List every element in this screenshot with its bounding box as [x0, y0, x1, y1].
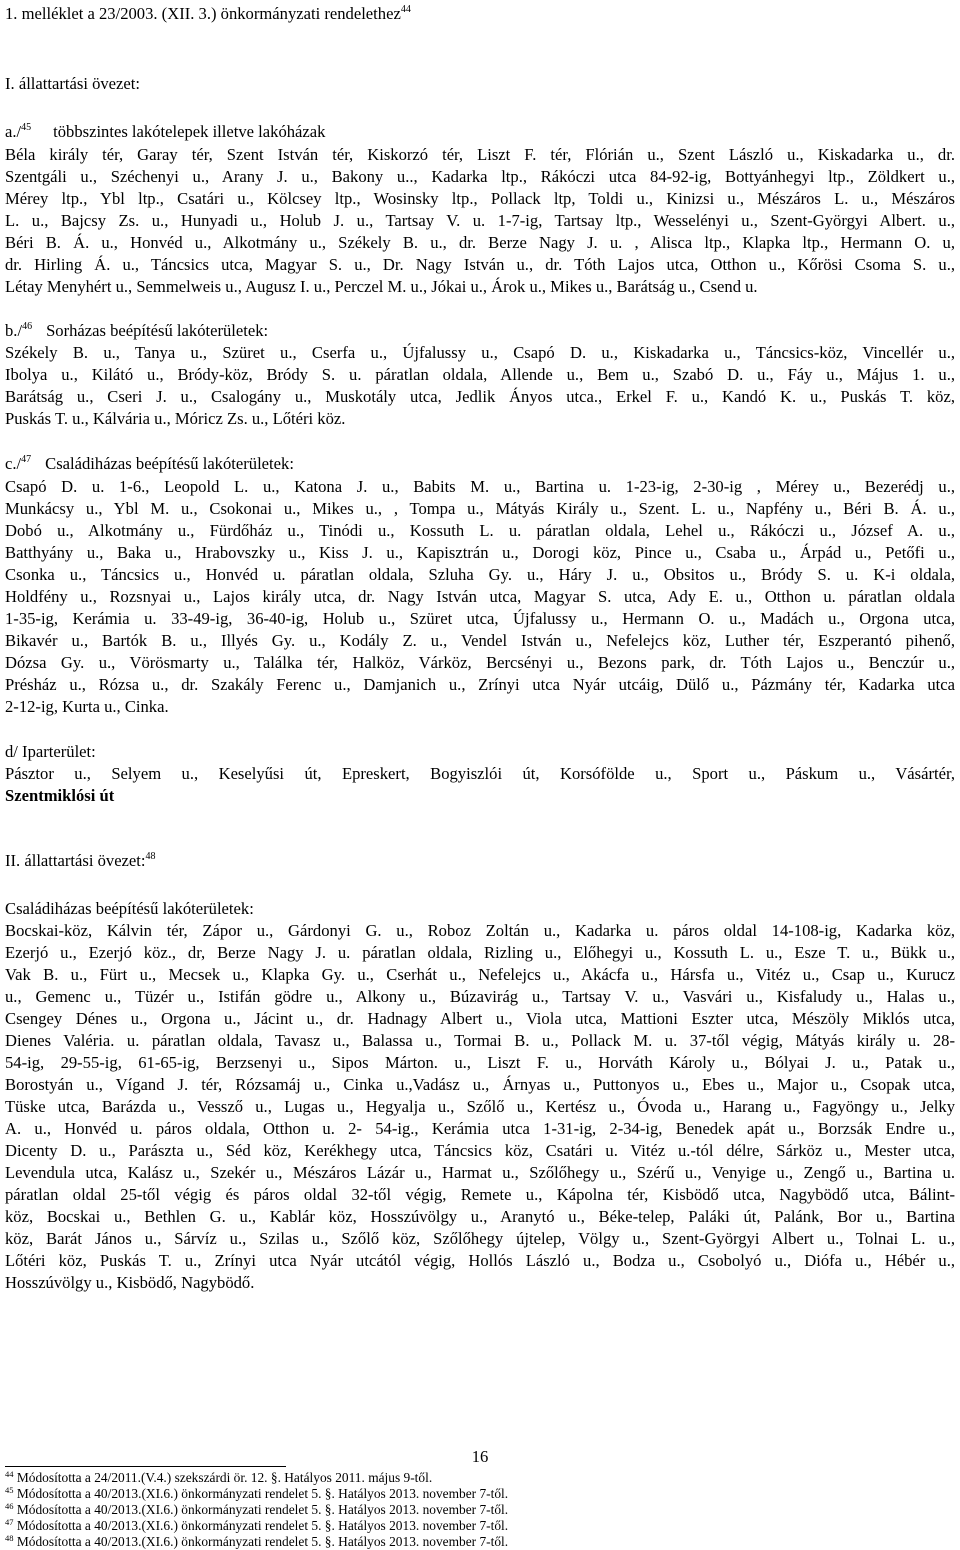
section-b-label: b./	[5, 321, 23, 340]
zone2-line: páratlan oldal 25-től végig és páros oldal 32-től végig, Remete u., Kápolna tér, Kisbödő utca, Nagybödő utca, Bálint-	[5, 1185, 955, 1204]
footnote-divider	[5, 1466, 286, 1467]
zone2-line: A. u., Honvéd u. páros oldala, Otthon u. 2- 54-ig., Kerámia utca 1-31-ig, 2-34-ig, Benedek apát u., Borzsák Endre u.,	[5, 1119, 955, 1138]
zone2-line: Ezerjó u., Ezerjó köz., dr, Berze Nagy J. u. páratlan oldala, Rizling u., Előhegyi u., Kossuth L. u., Esze T. u., Bükk u.,	[5, 943, 955, 962]
zone2-title: Családiházas beépítésű lakóterületek:	[5, 899, 254, 918]
section-d-line-bold: Szentmiklósi út	[5, 786, 115, 805]
section-c-line: Dobó u., Alkotmány u., Fürdőház u., Tinódi u., Kossuth L. u. páratlan oldala, Lehel u., Rákóczi u., József A. u.,	[5, 521, 955, 540]
footnote-ref-47: 47	[21, 454, 32, 465]
section-d-heading: d/ Iparterület:	[5, 742, 96, 761]
zone2-line: Dicenty D. u., Parászta u., Séd köz, Kerékhegy utca, Táncsics köz, Csatári u. Vitéz u.-tól délre, Sárköz u., Mester utca,	[5, 1141, 955, 1160]
zone2-line: Tüske utca, Barázda u., Vessző u., Lugas u., Hegyalja u., Szőlő u., Kertész u., Óvoda u., Harang u., Fagyöngy u., Jelky	[5, 1097, 955, 1116]
footnote-text: Módosította a 40/2013.(XI.6.) önkormányzati rendelet 5. §. Hatályos 2013. november 7-től.	[16, 1534, 509, 1549]
footnote-ref-44: 44	[400, 4, 411, 15]
footnote-text: Módosította a 24/2011.(V.4.) szekszárdi ör. 12. §. Hatályos 2011. május 9-től.	[16, 1470, 433, 1485]
footnote	[5, 1470, 432, 1486]
section-c-line: 1-35-ig, Kerámia u. 33-49-ig, 36-40-ig, Holub u., Szüret utca, Újfalussy u., Hermann O. u., Madách u., Orgona utca,	[5, 609, 955, 628]
section-b-line: Ibolya u., Kilátó u., Bródy-köz, Bródy S. u. páratlan oldala, Allende u., Bem u., Szabó D. u., Fáy u., Május 1. u.,	[5, 365, 955, 384]
section-a-line: L. u., Bajcsy Zs. u., Hunyadi u., Holub J. u., Tartsay V. u. 1-7-ig, Tartsay ltp., Wesselényi u., Szent-Györgyi Albert. u.,	[5, 211, 955, 230]
zone2-line: Borostyán u., Vígand J. tér, Rózsamáj u., Cinka u.,Vadász u., Árnyas u., Puttonyos u., Ebes u., Major u., Csopak utca,	[5, 1075, 955, 1094]
section-b-title: Sorházas beépítésű lakóterületek:	[46, 321, 269, 340]
section-c-line: 2-12-ig, Kurta u., Cinka.	[5, 697, 169, 716]
section-c-line: Holdfény u., Rozsnyai u., Lajos király utca, dr. Nagy István utca, Magyar S. utca, Ady E. u., Otthon u. páratlan oldala	[5, 587, 955, 606]
zone2-line: köz, Bocskai u., Bethlen G. u., Kablár köz, Hosszúvölgy u., Aranytó u., Béke-telep, Paláki út, Palánk, Bor u., Bartina	[5, 1207, 955, 1226]
section-a-line: Béri B. Á. u., Honvéd u., Alkotmány u., Székely B. u., dr. Berze Nagy J. u. , Alisca ltp., Klapka ltp., Hermann O. u,	[5, 233, 955, 252]
footnote-text: Módosította a 40/2013.(XI.6.) önkormányzati rendelet 5. §. Hatályos 2013. november 7-től.	[16, 1486, 509, 1501]
footnote-number: 45	[5, 1485, 14, 1495]
zone2-line: köz, Barát János u., Sárvíz u., Szilas u., Szőlő köz, Szőlőhegy újtelep, Völgy u., Szent-Györgyi Albert u., Tolnai L. u.,	[5, 1229, 955, 1248]
section-b-line: Puskás T. u., Kálvária u., Móricz Zs. u., Lőtéri köz.	[5, 409, 346, 428]
footnote-ref-46: 46	[22, 321, 33, 332]
section-c-line: Bikavér u., Bartók B. u., Illyés Gy. u., Kodály Z. u., Vendel István u., Nefelejcs köz, Luther tér, Eszperantó pihenő,	[5, 631, 955, 650]
page-number: 16	[471, 1447, 489, 1466]
footnote-text: Módosította a 40/2013.(XI.6.) önkormányzati rendelet 5. §. Hatályos 2013. november 7-től.	[16, 1518, 509, 1533]
zone2-line: Bocskai-köz, Kálvin tér, Zápor u., Gárdonyi G. u., Roboz Zoltán u., Kadarka u. páros oldal 14-108-ig, Kadarka köz,	[5, 921, 955, 940]
zone2-line: Levendula utca, Kalász u., Szekér u., Mészáros Lázár u., Harmat u., Szőlőhegy u., Szérű u., Venyige u., Zengő u., Bartina u.	[5, 1163, 955, 1182]
section-c-line: Présház u., Rózsa u., dr. Szakály Ferenc u., Damjanich u., Zrínyi utca Nyár utcáig, Dülő u., Pázmány tér, Kadarka utca	[5, 675, 955, 694]
section-b-line: Székely B. u., Tanya u., Szüret u., Cserfa u., Újfalussy u., Csapó D. u., Kiskadarka u., Táncsics-köz, Vincellér u.,	[5, 343, 955, 362]
footnote-number: 46	[5, 1501, 14, 1511]
zone2-line: Vak B. u., Fürt u., Mecsek u., Klapka Gy. u., Cserhát u., Nefelejcs u., Akácfa u., Hársfa u., Vitéz u., Csap u., Kurucz	[5, 965, 955, 984]
section-b-heading	[5, 321, 268, 341]
zone2-line: Csengey Dénes u., Orgona u., Jácint u., dr. Hadnagy Albert u., Viola utca, Mattioni Eszter utca, Mészöly Miklós utca,	[5, 1009, 955, 1028]
section-a-line: Béla király tér, Garay tér, Szent István tér, Kiskorzó tér, Liszt F. tér, Flórián u., Szent László u., Kiskadarka u., dr.	[5, 145, 955, 164]
document-header	[5, 4, 411, 24]
header-text: 1. melléklet a 23/2003. (XII. 3.) önkormányzati rendelethez	[5, 4, 401, 23]
section-a-label: a./	[5, 122, 22, 141]
section-c-title: Családiházas beépítésű lakóterületek:	[45, 454, 294, 473]
section-c-label: c./	[5, 454, 22, 473]
section-c-heading	[5, 454, 294, 474]
section-b-line: Barátság u., Cseri J. u., Csalogány u., Muskotály utca, Jedlik Ányos utca., Erkel F. u., Kandó K. u., Puskás T. köz,	[5, 387, 955, 406]
section-c-line: Csonka u., Táncsics u., Honvéd u. páratlan oldala, Szluha Gy. u., Háry J. u., Obsitos u., Bródy S. u. K-i oldala,	[5, 565, 955, 584]
footnote	[5, 1518, 508, 1534]
zone2-heading	[5, 851, 156, 871]
section-d-line: Pásztor u., Selyem u., Keselyűsi út, Epreskert, Bogyiszlói út, Korsófölde u., Sport u., Páskum u., Vásártér,	[5, 764, 955, 783]
zone2-line: Dienes Valéria. u. páratlan oldala, Tavasz u., Balassa u., Tormai B. u., Pollack M. u. 37-től végig, Mátyás király u. 28-	[5, 1031, 955, 1050]
footnote	[5, 1534, 508, 1550]
zone2-line: u., Gemenc u., Tüzér u., Istifán gödre u., Alkony u., Búzavirág u., Tartsay V. u., Vasvári u., Kisfaludy u., Halas u.,	[5, 987, 955, 1006]
section-a-line: Szentgáli u., Széchenyi u., Arany J. u., Bakony u.., Kadarka ltp., Rákóczi utca 84-92-ig, Bottyánhegyi ltp., Zöldkert u.,	[5, 167, 955, 186]
footnote	[5, 1502, 508, 1518]
zone2-line: Hosszúvölgy u., Kisbödő, Nagybödő.	[5, 1273, 255, 1292]
footnote-ref-48: 48	[145, 851, 156, 862]
footnote-text: Módosította a 40/2013.(XI.6.) önkormányzati rendelet 5. §. Hatályos 2013. november 7-től.	[16, 1502, 509, 1517]
section-a-heading	[5, 122, 325, 142]
footnote-ref-45: 45	[21, 122, 32, 133]
footnote-number: 48	[5, 1533, 14, 1543]
zone1-heading: I. állattartási övezet:	[5, 74, 140, 93]
footnote-number: 44	[5, 1469, 14, 1479]
section-c-line: Csapó D. u. 1-6., Leopold L. u., Katona J. u., Babits M. u., Bartina u. 1-23-ig, 2-30-ig , Mérey u., Bezerédj u.,	[5, 477, 955, 496]
section-a-line: Mérey ltp., Ybl ltp., Csatári u., Kölcsey ltp., Wosinsky ltp., Pollack ltp, Toldi u., Kinizsi u., Mészáros L. u., Mészáros	[5, 189, 955, 208]
section-c-line: Batthyány u., Baka u., Hrabovszky u., Kiss J. u., Kapisztrán u., Dorogi köz, Pince u., Csaba u., Árpád u., Petőfi u.,	[5, 543, 955, 562]
section-a-line: dr. Hirling Á. u., Táncsics utca, Magyar S. u., Dr. Nagy István u., dr. Tóth Lajos utca, Otthon u., Kőrösi Csoma S. u.,	[5, 255, 955, 274]
zone2-line: 54-ig, 29-55-ig, 61-65-ig, Berzsenyi u., Sipos Márton. u., Liszt F. u., Horváth Károly u., Bólyai J. u., Patak u.,	[5, 1053, 955, 1072]
section-a-title: többszintes lakótelepek illetve lakóházak	[53, 122, 326, 141]
section-c-line: Dózsa Gy. u., Vörösmarty u., Találka tér, Halköz, Várköz, Bercsényi u., Bezons park, dr. Tóth Lajos u., Benczúr u.,	[5, 653, 955, 672]
footnote	[5, 1486, 508, 1502]
section-a-line: Létay Menyhért u., Semmelweis u., Augusz I. u., Perczel M. u., Jókai u., Árok u., Mikes u., Barátság u., Csend u.	[5, 277, 758, 296]
zone2-line: Lőtéri köz, Puskás T. u., Zrínyi utca Nyár utcától végig, Hollós László u., Bodza u., Csobolyó u., Diófa u., Hébér u.,	[5, 1251, 955, 1270]
zone2-heading-text: II. állattartási övezet:	[5, 851, 146, 870]
footnote-number: 47	[5, 1517, 14, 1527]
section-c-line: Munkácsy u., Ybl M. u., Csokonai u., Mikes u., , Tompa u., Mátyás Király u., Szent. L. u., Napfény u., Béri B. Á. u.,	[5, 499, 955, 518]
